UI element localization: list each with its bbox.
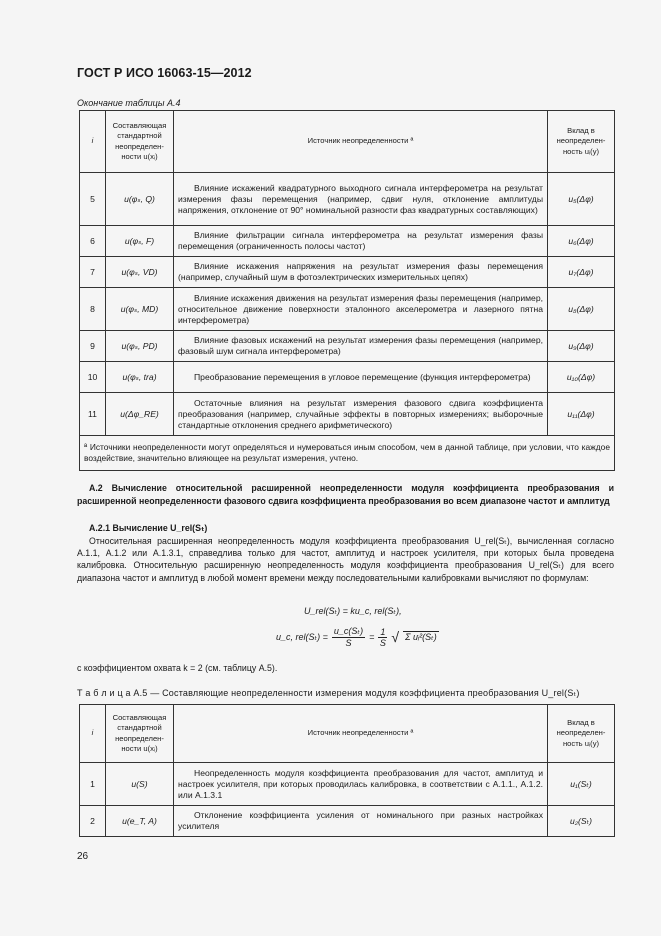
table-row: [80, 393, 615, 436]
row-index: 1: [80, 763, 106, 806]
row-source: Преобразование перемещения в угловое перемещение (функция интерферометра): [174, 362, 548, 393]
row-source: Неопределенность модуля коэффициента преобразования для частот, амплитуд и настроек усилителя, при которых проводилась калибровка, в соответствии с А.1.1., А.1.2. или А.1.3.1: [174, 763, 548, 806]
table-row: [80, 288, 615, 331]
row-index: 6: [80, 226, 106, 257]
row-component: u(S): [106, 763, 174, 806]
table-row: [80, 257, 615, 288]
subsection-title: А.2.1 Вычисление U_rel(Sₜ): [89, 523, 208, 533]
uncertainty-table-a5: [79, 704, 615, 837]
row-contribution: u₁₀(Δφ): [548, 362, 615, 393]
row-source: Влияние фазовых искажений на результат измерения фазы перемещения (например, фазовый шум сигнала интерферометра): [174, 331, 548, 362]
row-contribution: u₂(Sₜ): [548, 806, 615, 837]
formula-equals: =: [369, 632, 375, 642]
row-component: u(φₛ, tra): [106, 362, 174, 393]
col-header-i: i: [80, 705, 106, 763]
col-header-source: Источник неопределенности ª: [174, 705, 548, 763]
row-source: Влияние фильтрации сигнала интерферометра на результат измерения фазы перемещения (ограниченность полосы частот): [174, 226, 548, 257]
table-footnote-row: [80, 436, 615, 471]
row-source: Влияние искажения движения на результат измерения фазы перемещения (например, относительное движение поверхности эталонного акселерометра и лазерного пятна интерферометра): [174, 288, 548, 331]
table-a5-caption: Т а б л и ц а А.5 — Составляющие неопределенности измерения модуля коэффициента преобразования U_rel(Sₜ): [77, 688, 580, 698]
row-component: u(φₛ, VD): [106, 257, 174, 288]
col-header-i: i: [80, 111, 106, 173]
row-index: 7: [80, 257, 106, 288]
row-component: u(φₛ, Q): [106, 173, 174, 226]
table-header-row: [80, 111, 615, 173]
coverage-note: с коэффициентом охвата k = 2 (см. таблицу А.5).: [77, 663, 278, 673]
row-source: Влияние искажений квадратурного выходного сигнала интерферометра на результат измерения фазы перемещения (например, сдвиг нуля, отклонение амплитуды напряжения, отклонение от 90° номинальной разности фаз квадратурных составляющих): [174, 173, 548, 226]
row-contribution: u₇(Δφ): [548, 257, 615, 288]
formula-radicand: Σ uᵢ²(Sₜ): [405, 632, 437, 642]
row-component: u(φₛ, MD): [106, 288, 174, 331]
row-index: 11: [80, 393, 106, 436]
row-source: Отклонение коэффициента усиления от номинального при разных настройках усилителя: [174, 806, 548, 837]
row-contribution: u₁₁(Δφ): [548, 393, 615, 436]
page-number: 26: [77, 851, 89, 862]
table-row: [80, 226, 615, 257]
table-row: [80, 173, 615, 226]
row-component: u(e_T, A): [106, 806, 174, 837]
col-header-contribution: Вклад в неопределен- ность uᵢ(y): [548, 111, 615, 173]
row-source: Влияние искажения напряжения на результат измерения фазы перемещения (например, случайный шум в фотоэлектрических измерительных цепях): [174, 257, 548, 288]
section-paragraph: Относительная расширенная неопределенность модуля коэффициента преобразования U_rel(Sₜ), вычисленная согласно А.1.1, А.1.2 или А.1.3.1, справедлива только для частот, амплитуд и настроек усилителя, при которых была проведена калибровка. Относительную расширенную неопределенность модуля коэффициента преобразования U_rel(Sₜ) для всего диапазона частот и амплитуд в любой момент времени между последовательными калибровками вычисляют по формулам:: [77, 536, 614, 583]
col-header-component: Составляющая стандартной неопределен- ности u(xᵢ): [106, 111, 174, 173]
row-index: 9: [80, 331, 106, 362]
row-source: Остаточные влияния на результат измерения фазового сдвига коэффициента преобразования (например, случайные эффекты в повторных измерениях; выборочные стандартные отклонения среднего арифметического): [174, 393, 548, 436]
formula-expanded-uncertainty: U_rel(Sₜ) = ku_c, rel(Sₜ),: [304, 606, 402, 616]
table-row: [80, 806, 615, 837]
col-header-component: Составляющая стандартной неопределен- ности u(xᵢ): [106, 705, 174, 763]
table-row: [80, 331, 615, 362]
fraction-denominator: S: [345, 638, 352, 648]
row-contribution: u₅(Δφ): [548, 173, 615, 226]
uncertainty-table-a4: [79, 110, 615, 471]
row-contribution: u₆(Δφ): [548, 226, 615, 257]
table-row: [80, 763, 615, 806]
formula-lhs: u_c, rel(Sₜ) =: [276, 631, 328, 642]
sqrt-icon: √: [391, 629, 400, 645]
document-header: ГОСТ Р ИСО 16063-15—2012: [77, 66, 252, 80]
row-contribution: u₈(Δφ): [548, 288, 615, 331]
row-component: u(φₛ, F): [106, 226, 174, 257]
formula-fraction: [332, 626, 365, 648]
formula-combined-uncertainty: [276, 626, 439, 648]
col-header-contribution: Вклад в неопределен- ность uᵢ(y): [548, 705, 615, 763]
row-contribution: u₉(Δφ): [548, 331, 615, 362]
col-header-source: Источник неопределенности ª: [174, 111, 548, 173]
table-row: [80, 362, 615, 393]
row-component: u(φₛ, PD): [106, 331, 174, 362]
table-header-row: [80, 705, 615, 763]
row-contribution: u₁(Sₜ): [548, 763, 615, 806]
row-index: 8: [80, 288, 106, 331]
row-component: u(Δφ_RE): [106, 393, 174, 436]
row-index: 5: [80, 173, 106, 226]
fraction-numerator: u_c(Sₜ): [333, 626, 364, 636]
formula-fraction-2: [378, 627, 387, 648]
row-index: 2: [80, 806, 106, 837]
fraction2-numerator: 1: [380, 626, 386, 637]
fraction2-denominator: S: [379, 637, 386, 648]
table-footnote: ª Источники неопределенности могут определяться и нумероваться иным способом, чем в данной таблице, при условии, что каждое воздействие, значительно влияющее на результат измерения, учтено.: [80, 436, 615, 471]
section-title: А.2 Вычисление относительной расширенной неопределенности модуля коэффициента преобразования и расширенной неопределенности фазового сдвига коэффициента преобразования во всем диапазоне частот и амплитуд: [77, 483, 614, 506]
table-continuation-caption: Окончание таблицы А.4: [77, 98, 181, 108]
row-index: 10: [80, 362, 106, 393]
